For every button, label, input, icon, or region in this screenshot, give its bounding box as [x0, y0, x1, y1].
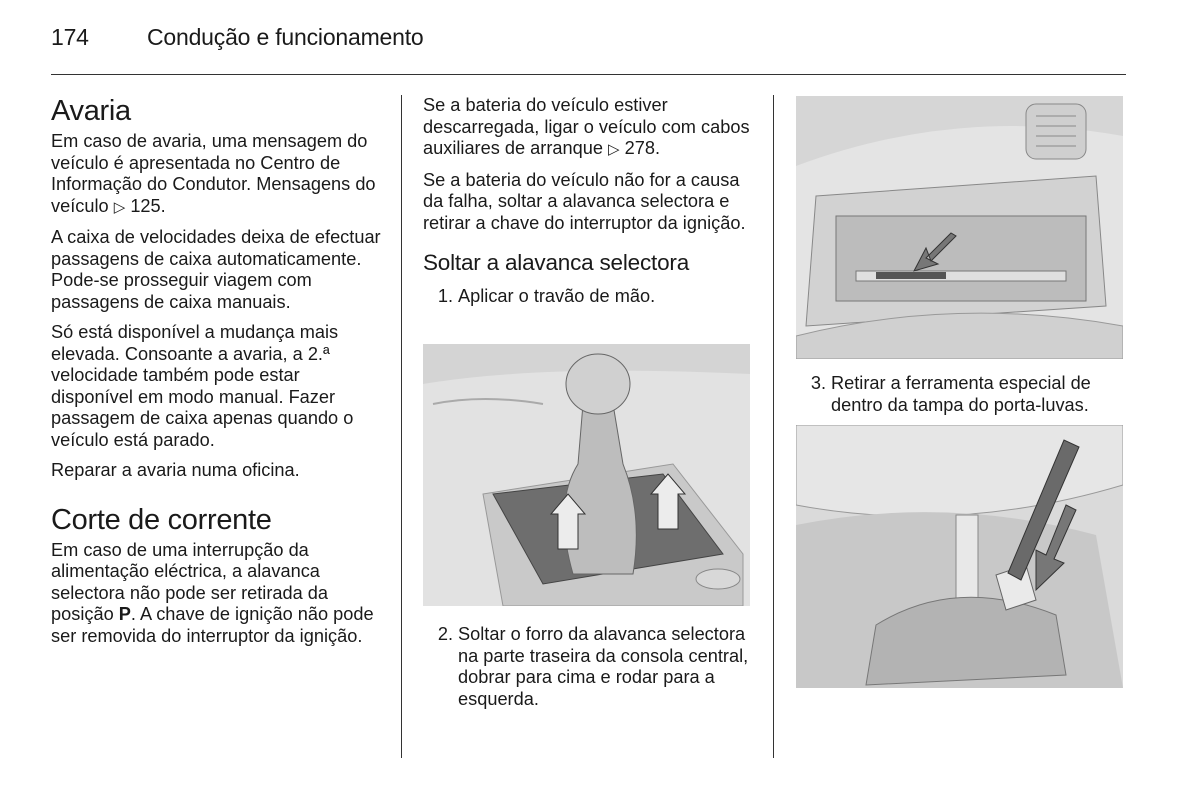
column-divider-1 [401, 95, 402, 758]
section-title-corte: Corte de corrente [51, 503, 272, 536]
paragraph: Em caso de uma interrupção da alimentação eléctrica, a alavanca selectora não pode ser retirada da posição P. A chave de ignição não pode ser removida do interruptor da ignição. [51, 539, 374, 646]
step-3: 3. Retirar a ferramenta especial de dentro da tampa do porta-luvas. [810, 373, 1091, 415]
selector-lever-illustration [423, 344, 750, 606]
special-tool-illustration [796, 425, 1123, 688]
subsection-title: Soltar a alavanca selectora [423, 250, 690, 275]
step-2: 2. Soltar o forro da alavanca selectora na parte traseira da consola central, dobrar para cima e rodar para a esquerda. [437, 624, 749, 709]
paragraph: Se a bateria do veículo não for a causa da falha, soltar a alavanca selectora e retirar a chave do interruptor da ignição. [423, 169, 746, 233]
page-number: 174 [51, 24, 89, 50]
reference-arrow-icon: ▷ [608, 141, 620, 158]
page-header [51, 24, 424, 51]
paragraph: A caixa de velocidades deixa de efectuar passagens de caixa automaticamente. Pode-se prosseguir viagem com passagens de caixa manuais. [51, 227, 381, 312]
page-reference[interactable]: 278. [624, 138, 661, 158]
column-3 [796, 373, 1126, 416]
column-1 [51, 95, 386, 656]
step-1: 1. Aplicar o travão de mão. [437, 286, 656, 306]
reference-arrow-icon: ▷ [113, 198, 126, 216]
paragraph: Se a bateria do veículo estiver descarregada, ligar o veículo com cabos auxiliares de arranque ▷ 278. [423, 95, 750, 158]
column-divider-2 [773, 95, 774, 758]
glovebox-illustration [796, 96, 1123, 359]
column-2-bottom [423, 624, 758, 710]
chapter-title: Condução e funcionamento [147, 24, 424, 50]
paragraph: Reparar a avaria numa oficina. [51, 460, 300, 480]
section-title-avaria: Avaria [51, 95, 131, 127]
paragraph: Só está disponível a mudança mais elevada. Consoante a avaria, a 2.ª velocidade também pode estar disponível em modo manual. Fazer passagem de caixa apenas quando o veículo está parado. [51, 322, 354, 450]
column-2 [423, 95, 758, 308]
gear-position-label: P [118, 604, 131, 624]
paragraph: Em caso de avaria, uma mensagem do veículo é apresentada no Centro de Informação do Condutor. Mensagens do veículo ▷ 125. [51, 131, 376, 216]
page-reference[interactable]: 125. [130, 195, 166, 216]
header-rule [51, 74, 1126, 75]
